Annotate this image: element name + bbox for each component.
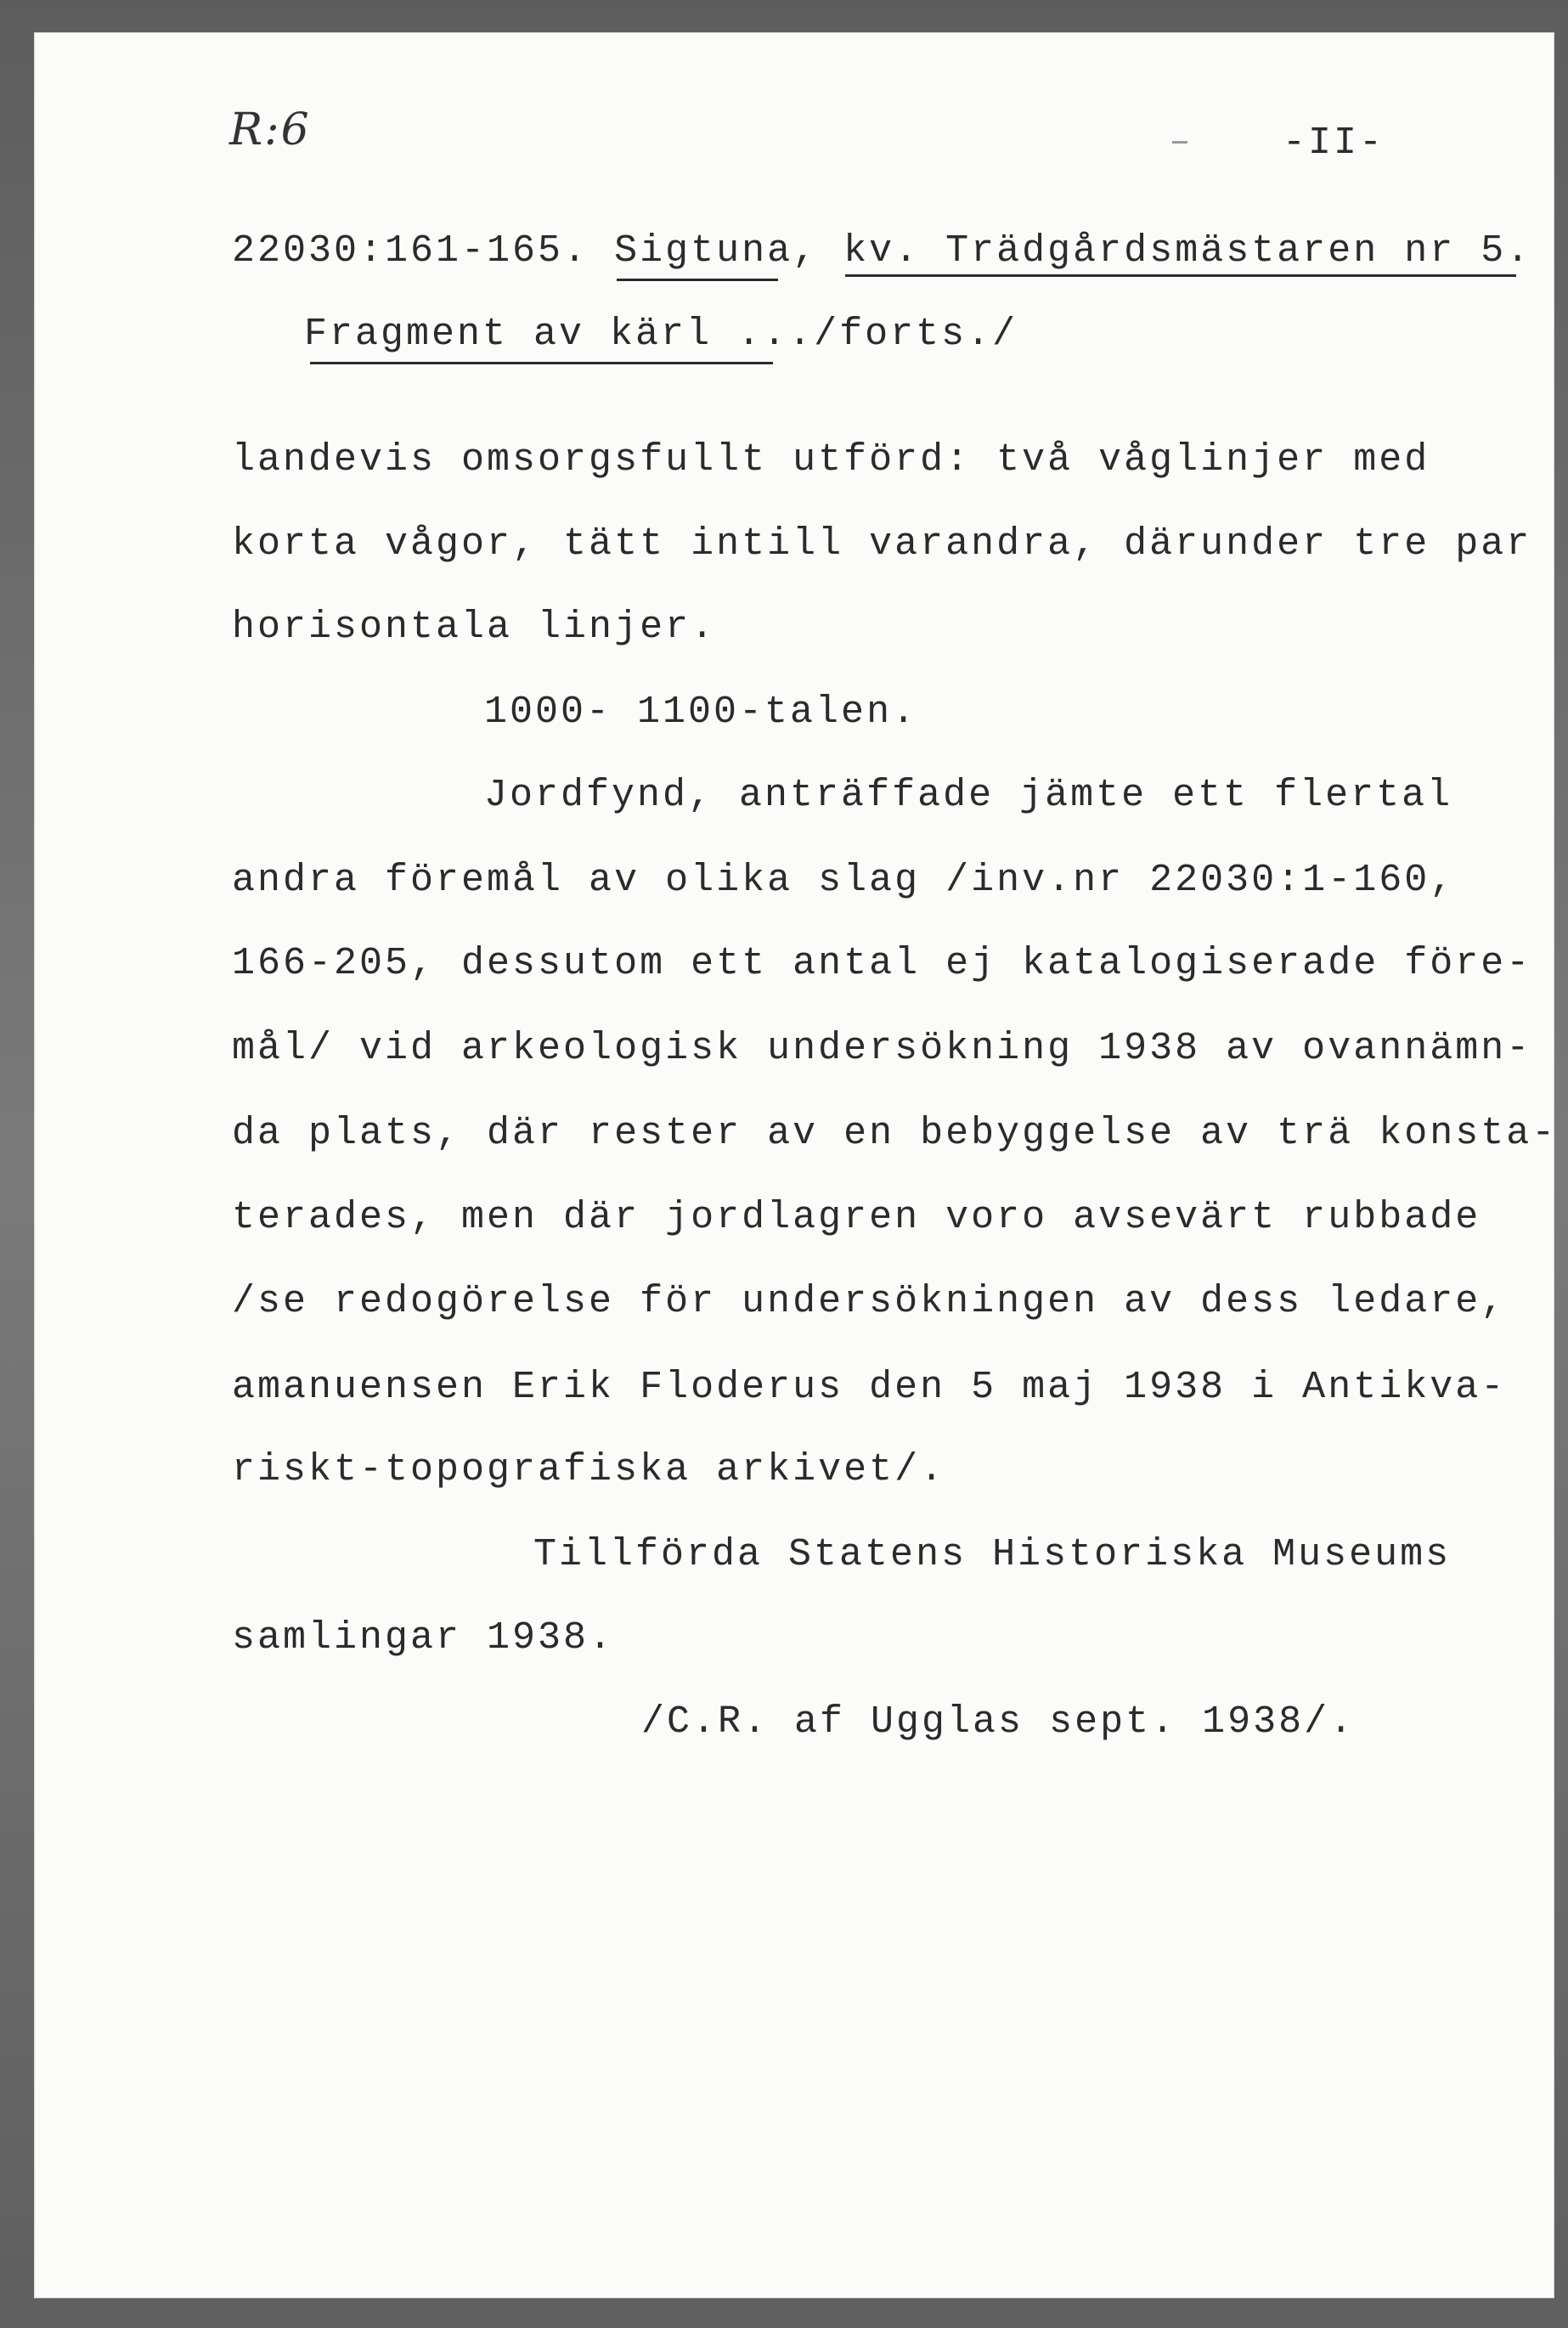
body-line-9: da plats, där rester av en bebyggelse av trä konsta- xyxy=(232,1112,1558,1155)
body-line-11: /se redogörelse för undersökningen av dess ledare, xyxy=(232,1280,1507,1323)
accession-year-line: samlingar 1938. xyxy=(232,1616,615,1660)
place-underline xyxy=(617,279,778,281)
body-line-13: riskt-topografiska arkivet/. xyxy=(232,1448,946,1491)
body-line-1: landevis omsorgsfullt utförd: två våglinjer med xyxy=(232,438,1430,482)
accession-line: Tillförda Statens Historiska Museums xyxy=(533,1533,1452,1576)
handwritten-shelf-mark: R:6 xyxy=(229,104,311,155)
signature-line: /C.R. af Ugglas sept. 1938/. xyxy=(641,1700,1356,1744)
page-number: -II- xyxy=(1283,121,1385,165)
body-line-10: terades, men där jordlagren voro avsevärt rubbade xyxy=(232,1196,1481,1239)
catalog-card xyxy=(34,32,1558,2298)
object-type: Fragment av kärl xyxy=(304,313,713,356)
body-line-3: horisontala linjer. xyxy=(232,606,717,649)
object-underline xyxy=(310,362,773,364)
place-name: Sigtuna, kv. xyxy=(614,229,921,273)
stray-dash-mark xyxy=(1172,141,1187,144)
heading-line-1 xyxy=(232,229,1531,273)
heading-line-2 xyxy=(304,313,1018,356)
body-line-8: mål/ vid arkeologisk undersökning 1938 av ovannämn- xyxy=(232,1027,1532,1070)
catalog-number: 22030:161-165. xyxy=(232,229,589,273)
block-name: Trädgårdsmästaren nr 5. xyxy=(945,229,1532,273)
body-line-12: amanuensen Erik Floderus den 5 maj 1938 i Antikva- xyxy=(232,1366,1507,1409)
continued-note: /forts./ xyxy=(814,313,1018,356)
body-line-7: 166-205, dessutom ett antal ej katalogiserade före- xyxy=(232,942,1532,985)
body-line-2: korta vågor, tätt intill varandra, därunder tre par xyxy=(232,522,1532,566)
block-underline xyxy=(845,274,1516,277)
continued-dots: ... xyxy=(737,313,815,356)
body-line-6: andra föremål av olika slag /inv.nr 22030:1-160, xyxy=(232,859,1456,902)
dating-line: 1000- 1100-talen. xyxy=(484,691,918,734)
find-paragraph-start: Jordfynd, anträffade jämte ett flertal xyxy=(484,774,1453,817)
